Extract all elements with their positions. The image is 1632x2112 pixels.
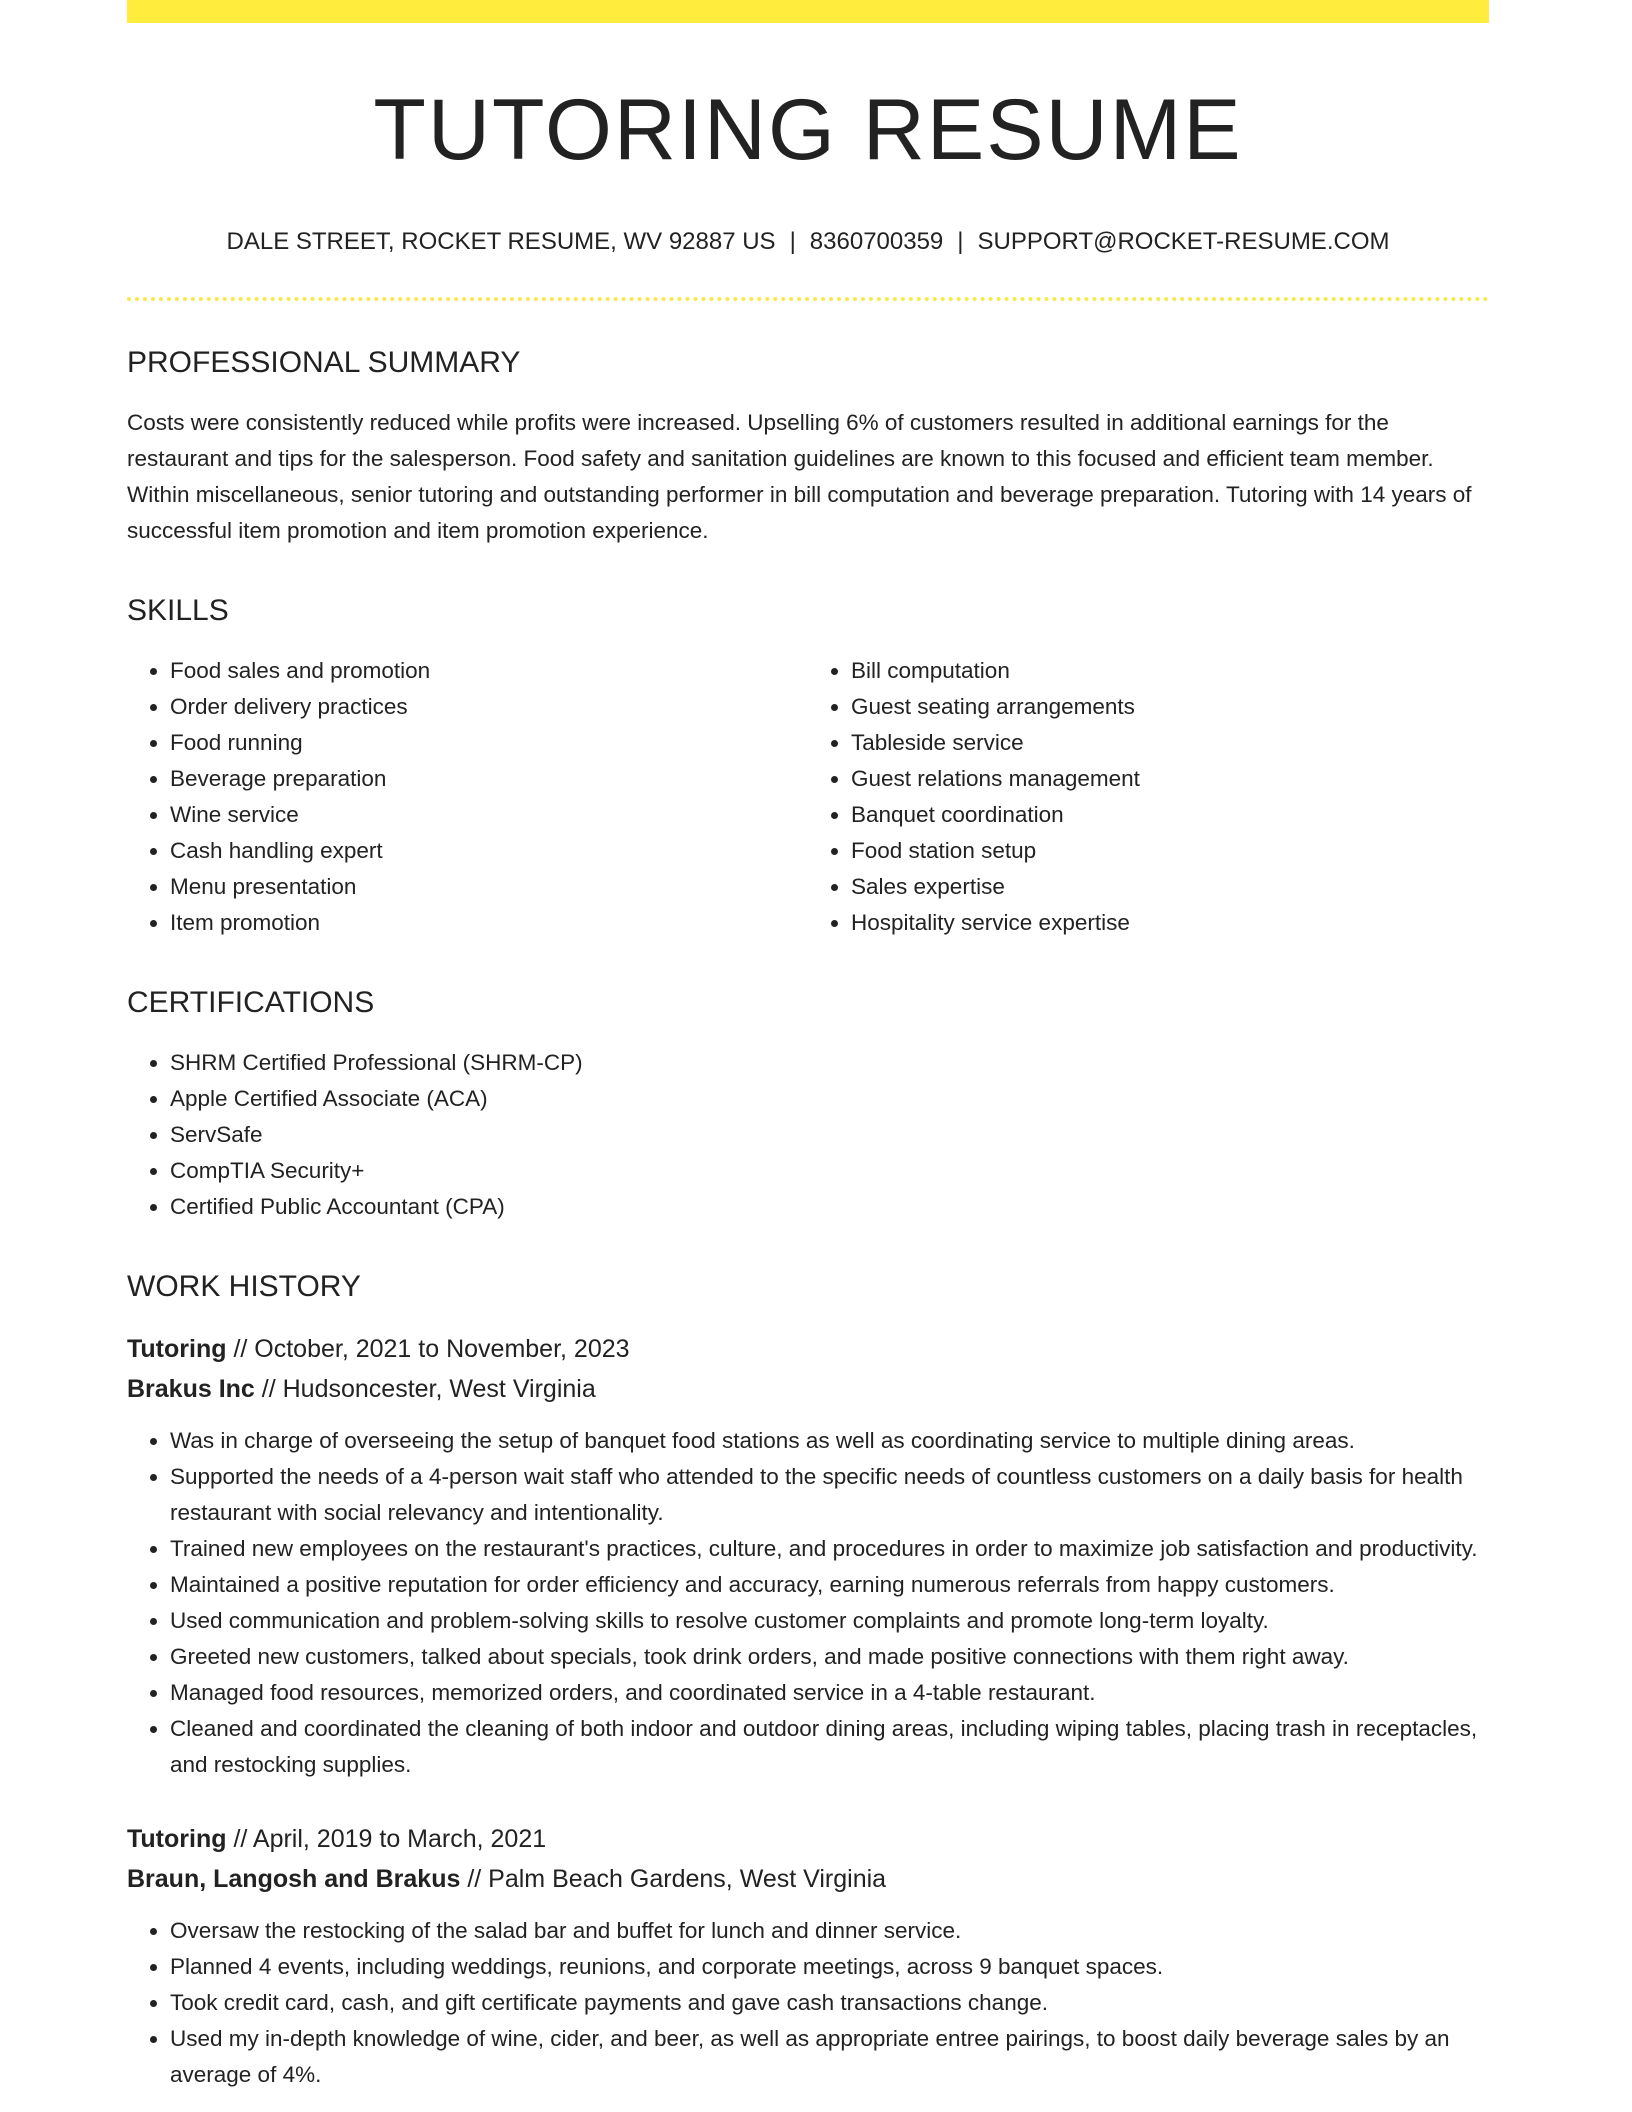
skill-item: • Item promotion <box>170 905 808 941</box>
skills-list-left <box>127 653 808 941</box>
job-bullets <box>127 1913 1489 2093</box>
skill-item: • Order delivery practices <box>170 689 808 725</box>
job-bullet: • Was in charge of overseeing the setup of banquet food stations as well as coordinating service to multiple dining areas. <box>170 1423 1489 1459</box>
certification-item: • SHRM Certified Professional (SHRM-CP) <box>170 1045 1489 1081</box>
job-location: // Palm Beach Gardens, West Virginia <box>460 1864 887 1893</box>
job-dates: // October, 2021 to November, 2023 <box>226 1334 630 1363</box>
contact-line <box>127 228 1489 257</box>
job-bullet: • Managed food resources, memorized orders, and coordinated service in a 4-table restaurant. <box>170 1675 1489 1711</box>
job-bullet: • Took credit card, cash, and gift certificate payments and gave cash transactions change. <box>170 1985 1489 2021</box>
skill-item: • Food sales and promotion <box>170 653 808 689</box>
summary-text: Costs were consistently reduced while profits were increased. Upselling 6% of customers resulted in additional earnings for the restaurant and tips for the salesperson. Food safety and sanitation guidelines are known to this focused and efficient team member. Within miscellaneous, senior tutoring and outstanding performer in bill computation and beverage preparation. Tutoring with 14 years of successful item promotion and item promotion experience. <box>127 409 1472 543</box>
skill-item: • Guest relations management <box>851 761 1489 797</box>
certification-item: • CompTIA Security+ <box>170 1153 1489 1189</box>
resume-title: TUTORING RESUME <box>373 82 1243 178</box>
certifications-list <box>127 1045 1489 1225</box>
section-title-skills: SKILLS <box>127 593 229 627</box>
job-bullet: • Used my in-depth knowledge of wine, cider, and beer, as well as appropriate entree pairings, to boost daily beverage sales by an average of 4%. <box>170 2021 1489 2093</box>
job-bullet: • Used communication and problem-solving skills to resolve customer complaints and promote long-term loyalty. <box>170 1603 1489 1639</box>
section-title-certifications: CERTIFICATIONS <box>127 985 375 1019</box>
skill-item: • Bill computation <box>851 653 1489 689</box>
skill-item: • Guest seating arrangements <box>851 689 1489 725</box>
skill-item: • Cash handling expert <box>170 833 808 869</box>
contact-separator: | <box>957 227 964 255</box>
job-title-line <box>127 1329 1489 1369</box>
contact-phone: 8360700359 <box>809 227 944 255</box>
job-dates: // April, 2019 to March, 2021 <box>226 1824 547 1853</box>
job-bullet: • Trained new employees on the restaurant's practices, culture, and procedures in order to maximize job satisfaction and productivity. <box>170 1531 1489 1567</box>
skills-grid <box>127 653 1489 941</box>
skill-item: • Banquet coordination <box>851 797 1489 833</box>
skill-item: • Menu presentation <box>170 869 808 905</box>
job-bullet: • Greeted new customers, talked about specials, took drink orders, and made positive connections with them right away. <box>170 1639 1489 1675</box>
skill-item: • Beverage preparation <box>170 761 808 797</box>
job-bullet: • Oversaw the restocking of the salad bar and buffet for lunch and dinner service. <box>170 1913 1489 1949</box>
contact-email: SUPPORT@ROCKET-RESUME.COM <box>977 227 1390 255</box>
section-title-work-history: WORK HISTORY <box>127 1269 361 1303</box>
job-company-line <box>127 1369 1489 1409</box>
job-bullet: • Supported the needs of a 4-person wait staff who attended to the specific needs of countless customers on a daily basis for health restaurant with social relevancy and intentionality. <box>170 1459 1489 1531</box>
skill-item: • Tableside service <box>851 725 1489 761</box>
resume-content <box>127 23 1489 2093</box>
job-bullet: • Planned 4 events, including weddings, reunions, and corporate meetings, across 9 banquet spaces. <box>170 1949 1489 1985</box>
skill-item: • Food station setup <box>851 833 1489 869</box>
job-role: Tutoring <box>127 1334 227 1363</box>
contact-separator: | <box>789 227 796 255</box>
certification-item: • Apple Certified Associate (ACA) <box>170 1081 1489 1117</box>
dotted-divider <box>127 297 1489 301</box>
skill-item: • Wine service <box>170 797 808 833</box>
job-company: Braun, Langosh and Brakus <box>127 1864 461 1893</box>
job-title-line <box>127 1819 1489 1859</box>
skill-item: • Food running <box>170 725 808 761</box>
job-bullet: • Cleaned and coordinated the cleaning of both indoor and outdoor dining areas, including wiping tables, placing trash in receptacles, and restocking supplies. <box>170 1711 1489 1783</box>
certification-item: • Certified Public Accountant (CPA) <box>170 1189 1489 1225</box>
skill-item: • Hospitality service expertise <box>851 905 1489 941</box>
accent-top-bar <box>127 0 1489 23</box>
job-bullet: • Maintained a positive reputation for order efficiency and accuracy, earning numerous referrals from happy customers. <box>170 1567 1489 1603</box>
job-company-line <box>127 1859 1489 1899</box>
contact-address: DALE STREET, ROCKET RESUME, WV 92887 US <box>226 227 776 255</box>
certification-item: • ServSafe <box>170 1117 1489 1153</box>
job-bullets <box>127 1423 1489 1783</box>
skills-list-right <box>808 653 1489 941</box>
job-location: // Hudsoncester, West Virginia <box>254 1374 596 1403</box>
skill-item: • Sales expertise <box>851 869 1489 905</box>
job-company: Brakus Inc <box>127 1374 255 1403</box>
job-role: Tutoring <box>127 1824 227 1853</box>
section-title-summary: PROFESSIONAL SUMMARY <box>127 345 521 379</box>
